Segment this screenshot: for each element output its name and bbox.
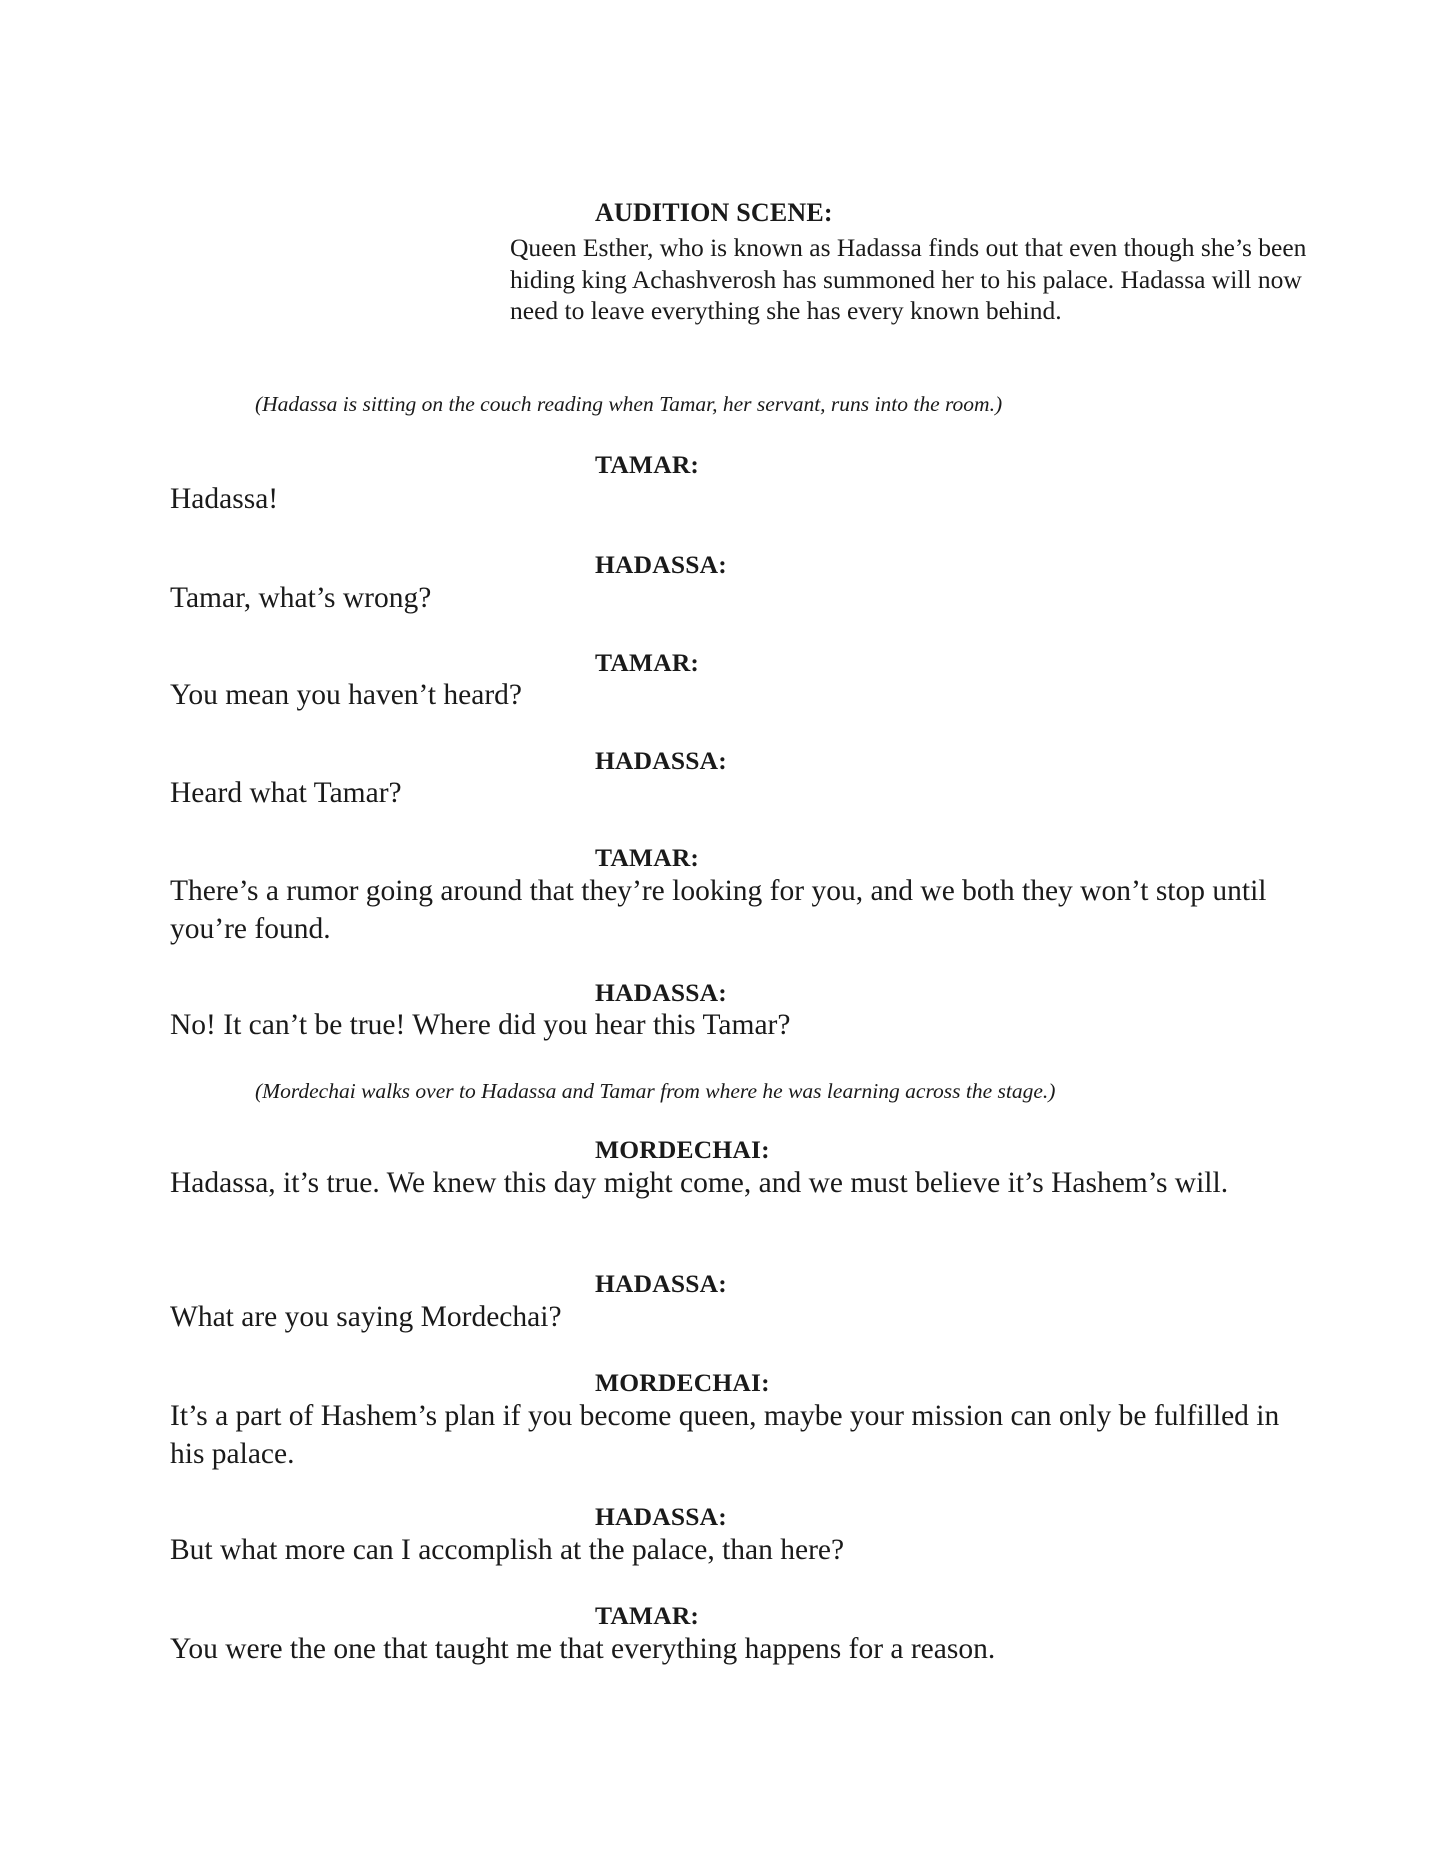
- scene-heading: AUDITION SCENE:: [595, 198, 833, 227]
- scene-synopsis: Queen Esther, who is known as Hadassa finds out that even though she’s been hiding king Achashverosh has summoned her to his palace. Hadassa will now need to leave everything she has every known behind.: [510, 233, 1307, 325]
- dialogue-line: No! It can’t be true! Where did you hear this Tamar?: [170, 1009, 791, 1041]
- speaker-name: MORDECHAI:: [595, 1368, 770, 1397]
- dialogue-line: What are you saying Mordechai?: [170, 1301, 562, 1333]
- speaker-name: TAMAR:: [595, 450, 700, 479]
- dialogue-line: Hadassa, it’s true. We knew this day might come, and we must believe it’s Hashem’s will.: [170, 1167, 1229, 1199]
- speaker-name: HADASSA:: [595, 978, 727, 1007]
- speaker-name: TAMAR:: [595, 843, 700, 872]
- dialogue-line: Tamar, what’s wrong?: [170, 582, 432, 614]
- speaker-name: HADASSA:: [595, 1502, 727, 1531]
- dialogue-line: Heard what Tamar?: [170, 777, 402, 809]
- speaker-name: HADASSA:: [595, 1269, 727, 1298]
- stage-direction: (Hadassa is sitting on the couch reading when Tamar, her servant, runs into the room.): [255, 392, 1003, 416]
- dialogue-line: Hadassa!: [170, 483, 279, 515]
- dialogue-line: You mean you haven’t heard?: [170, 679, 523, 711]
- speaker-name: HADASSA:: [595, 746, 727, 775]
- stage-direction: (Mordechai walks over to Hadassa and Tamar from where he was learning across the stage.): [255, 1079, 1056, 1103]
- dialogue-line: There’s a rumor going around that they’re looking for you, and we both they won’t stop until you’re found.: [170, 875, 1267, 945]
- dialogue-line: It’s a part of Hashem’s plan if you become queen, maybe your mission can only be fulfilled in his palace.: [170, 1400, 1280, 1470]
- speaker-name: TAMAR:: [595, 1601, 700, 1630]
- dialogue-line: But what more can I accomplish at the palace, than here?: [170, 1534, 845, 1566]
- speaker-name: HADASSA:: [595, 550, 727, 579]
- dialogue-line: You were the one that taught me that everything happens for a reason.: [170, 1633, 996, 1665]
- speaker-name: MORDECHAI:: [595, 1135, 770, 1164]
- speaker-name: TAMAR:: [595, 648, 700, 677]
